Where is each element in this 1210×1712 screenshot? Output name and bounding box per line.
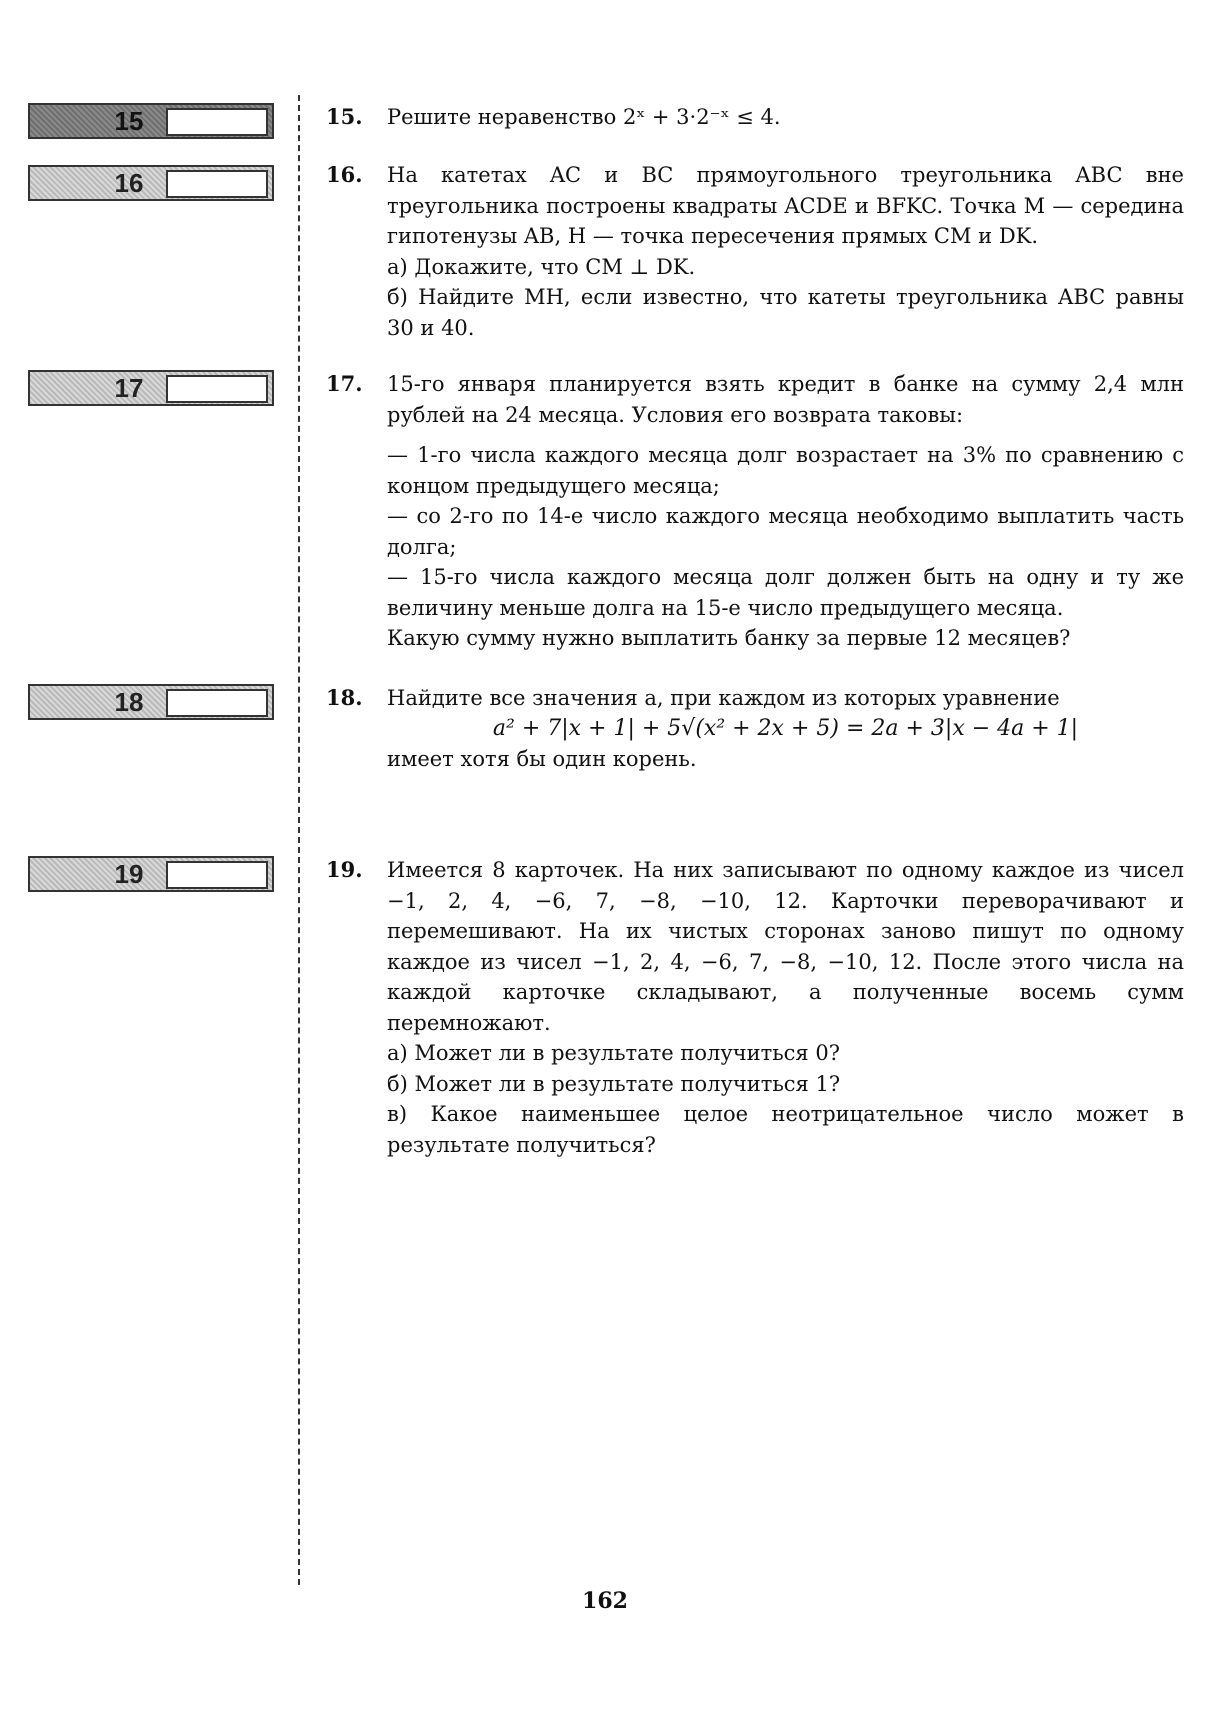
answer-field-17[interactable] <box>166 375 268 403</box>
task-17 <box>326 369 1184 654</box>
answer-box-17 <box>28 370 274 406</box>
cut-line <box>298 95 300 1585</box>
task-part-c: в) Какое наименьшее целое неотрицательное число может в результате получиться? <box>387 1102 1184 1157</box>
task-text: На катетах AC и BC прямоугольного треугольника ABC вне треугольника построены квадраты ACDE и BFKC. Точка M — середина гипотенузы AB, H — точка пересечения прямых CM и DK. <box>387 163 1184 248</box>
task-number: 15. <box>326 104 363 129</box>
answer-field-19[interactable] <box>166 861 268 889</box>
task-19 <box>326 855 1184 1160</box>
task-18 <box>326 683 1184 775</box>
task-text: 15-го января планируется взять кредит в банке на сумму 2,4 млн рублей на 24 месяца. Условия его возврата таковы: <box>387 372 1184 427</box>
answer-field-16[interactable] <box>166 170 268 198</box>
task-part-b: б) Найдите MH, если известно, что катеты треугольника ABC равны 30 и 40. <box>387 285 1184 340</box>
answer-box-label: 17 <box>114 373 144 403</box>
answer-box-19 <box>28 856 274 892</box>
task-15 <box>326 102 1184 133</box>
task-16 <box>326 160 1184 343</box>
task-number: 18. <box>326 685 363 710</box>
task-text: Найдите все значения a, при каждом из которых уравнение <box>387 686 1060 710</box>
answer-box-18 <box>28 684 274 720</box>
task-number: 16. <box>326 162 363 187</box>
answer-box-label: 15 <box>114 106 144 136</box>
task-condition: — 1-го числа каждого месяца долг возрастает на 3% по сравнению с концом предыдущего месяца; <box>387 443 1184 498</box>
task-text: Имеется 8 карточек. На них записывают по одному каждое из чисел −1, 2, 4, −6, 7, −8, −10, 12. Карточки переворачивают и перемешивают. На их чистых сторонах заново пишут по одному каждое из чисел −1, 2, 4, −6, 7, −8, −10, 12. После этого числа на каждой карточке складывают, а полученные восемь сумм перемножают. <box>387 858 1184 1035</box>
task-part-a: а) Может ли в результате получиться 0? <box>387 1041 840 1065</box>
task-number: 19. <box>326 857 363 882</box>
answer-field-18[interactable] <box>166 689 268 717</box>
answer-box-15 <box>28 103 274 139</box>
task-part-b: б) Может ли в результате получиться 1? <box>387 1071 841 1096</box>
page-number: 162 <box>582 1588 628 1614</box>
answer-box-16 <box>28 165 274 201</box>
answer-box-label: 18 <box>114 687 144 717</box>
task-text: Решите неравенство 2ˣ + 3·2⁻ˣ ≤ 4. <box>387 105 781 129</box>
answer-box-label: 19 <box>114 859 144 889</box>
answer-field-15[interactable] <box>166 108 268 136</box>
task-question: Какую сумму нужно выплатить банку за первые 12 месяцев? <box>387 626 1071 650</box>
task-number: 17. <box>326 371 363 396</box>
task-formula: a² + 7|x + 1| + 5√(x² + 2x + 5) = 2a + 3|x − 4a + 1| <box>492 715 1079 741</box>
task-part-a: а) Докажите, что CM ⊥ DK. <box>387 254 696 279</box>
task-condition: — со 2-го по 14-е число каждого месяца необходимо выплатить часть долга; <box>387 504 1184 559</box>
task-text-outro: имеет хотя бы один корень. <box>387 747 697 771</box>
task-condition: — 15-го числа каждого месяца долг должен быть на одну и ту же величину меньше долга на 15-е число предыдущего месяца. <box>387 565 1184 620</box>
answer-box-label: 16 <box>114 168 144 198</box>
